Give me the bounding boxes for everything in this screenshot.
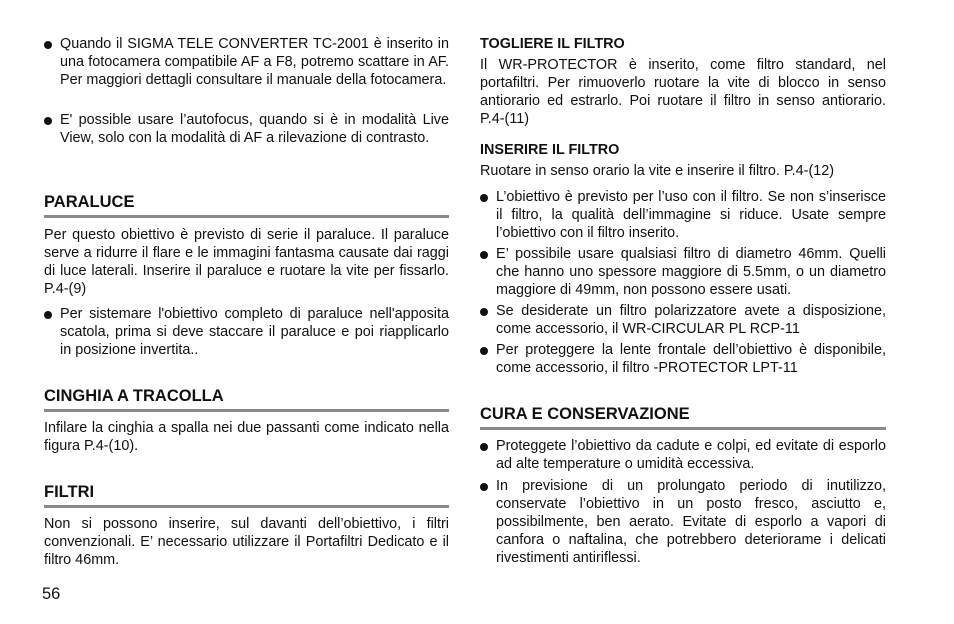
paragraph-togliere: Il WR-PROTECTOR è inserito, come filtro standard, nel portafiltri. Per rimuoverlo ruotare la vite di blocco in senso antiorario ed estrarlo. Poi ruotare il filtro in senso antiorario. P.4-(11) [480, 57, 886, 127]
bullet-icon [44, 311, 52, 319]
bullet-text: L’obiettivo è previsto per l’uso con il filtro. Se non s’inserisce il filtro, la qualità dell’immagine si riduce. Usate sempre l’obiettivo con il filtro inserito. [496, 189, 886, 241]
bullet-icon [480, 347, 488, 355]
bullet-text: Se desiderate un filtro polarizzatore avete a disposizione, come accessorio, il WR-CIRCULAR PL RCP-11 [496, 303, 886, 337]
bullet-text: Quando il SIGMA TELE CONVERTER TC-2001 è inserito in una fotocamera compatibile AF a F8, potremo scattare in AF. Per maggiori dettagli consultare il manuale della fotocamera. [60, 36, 449, 88]
section-heading-paraluce: PARALUCE [44, 192, 449, 218]
bullet-icon [480, 443, 488, 451]
section-heading-filtri: FILTRI [44, 482, 449, 508]
list-item [44, 305, 449, 359]
bullet-text: E’ possibile usare qualsiasi filtro di diametro 46mm. Quelli che hanno uno spessore maggiore di 5.5mm, o un diametro maggiore di 49mm, non possono essere usati. [496, 246, 886, 298]
bullet-text: Proteggete l’obiettivo da cadute e colpi, ed evitate di esporlo ad alte temperature o umidità eccessiva. [496, 438, 886, 472]
bullet-icon [480, 251, 488, 259]
section-heading-cura: CURA E CONSERVAZIONE [480, 404, 886, 430]
bullet-icon [44, 117, 52, 125]
paragraph-cinghia: Infilare la cinghia a spalla nei due passanti come indicato nella figura P.4-(10). [44, 420, 449, 454]
page-number: 56 [42, 585, 61, 603]
bullet-text: Per proteggere la lente frontale dell’obiettivo è disponibile, come accessorio, il filtro -PROTECTOR LPT-11 [496, 342, 886, 376]
paragraph-paraluce: Per questo obiettivo è previsto di serie il paraluce. Il paraluce serve a ridurre il flare e le immagini fantasma causate dai raggi di luce laterali. Inserire il paraluce e ruotare la vite per fissarlo. P.4-(9) [44, 227, 449, 297]
bullet-text: E' possible usare l’autofocus, quando si è in modalità Live View, solo con la modalità di AF a rilevazione di contrasto. [60, 112, 449, 146]
list-item [480, 437, 886, 473]
paragraph-inserire: Ruotare in senso orario la vite e inserire il filtro. P.4-(12) [480, 163, 835, 179]
bullet-icon [44, 41, 52, 49]
list-item [480, 341, 886, 377]
paragraph-filtri: Non si possono inserire, sul davanti dell’obiettivo, i filtri convenzionali. E’ necessario utilizzare il Portafiltri Dedicato e il filtro 46mm. [44, 516, 449, 568]
list-item [480, 302, 886, 338]
list-item [480, 477, 886, 567]
subheading-inserire: INSERIRE IL FILTRO [480, 142, 620, 158]
list-item [480, 188, 886, 242]
bullet-icon [480, 194, 488, 202]
section-heading-cinghia: CINGHIA A TRACOLLA [44, 386, 449, 412]
bullet-icon [480, 308, 488, 316]
list-item [480, 245, 886, 299]
list-item [44, 35, 449, 89]
subheading-togliere: TOGLIERE IL FILTRO [480, 36, 625, 52]
bullet-text: Per sistemare l'obiettivo completo di paraluce nell'apposita scatola, prima si deve staccare il paraluce e poi riapplicarlo in posizione invertita.. [60, 306, 449, 358]
bullet-icon [480, 483, 488, 491]
bullet-text: In previsione di un prolungato periodo di inutilizzo, conservate l’obiettivo in un posto fresco, asciutto e, possibilmente, ben aerato. Evitate di esporlo a vapori di canfora o naftalina, che potrebbero deteriorame i delicati rivestimenti antiriflessi. [496, 478, 886, 566]
list-item [44, 111, 449, 147]
